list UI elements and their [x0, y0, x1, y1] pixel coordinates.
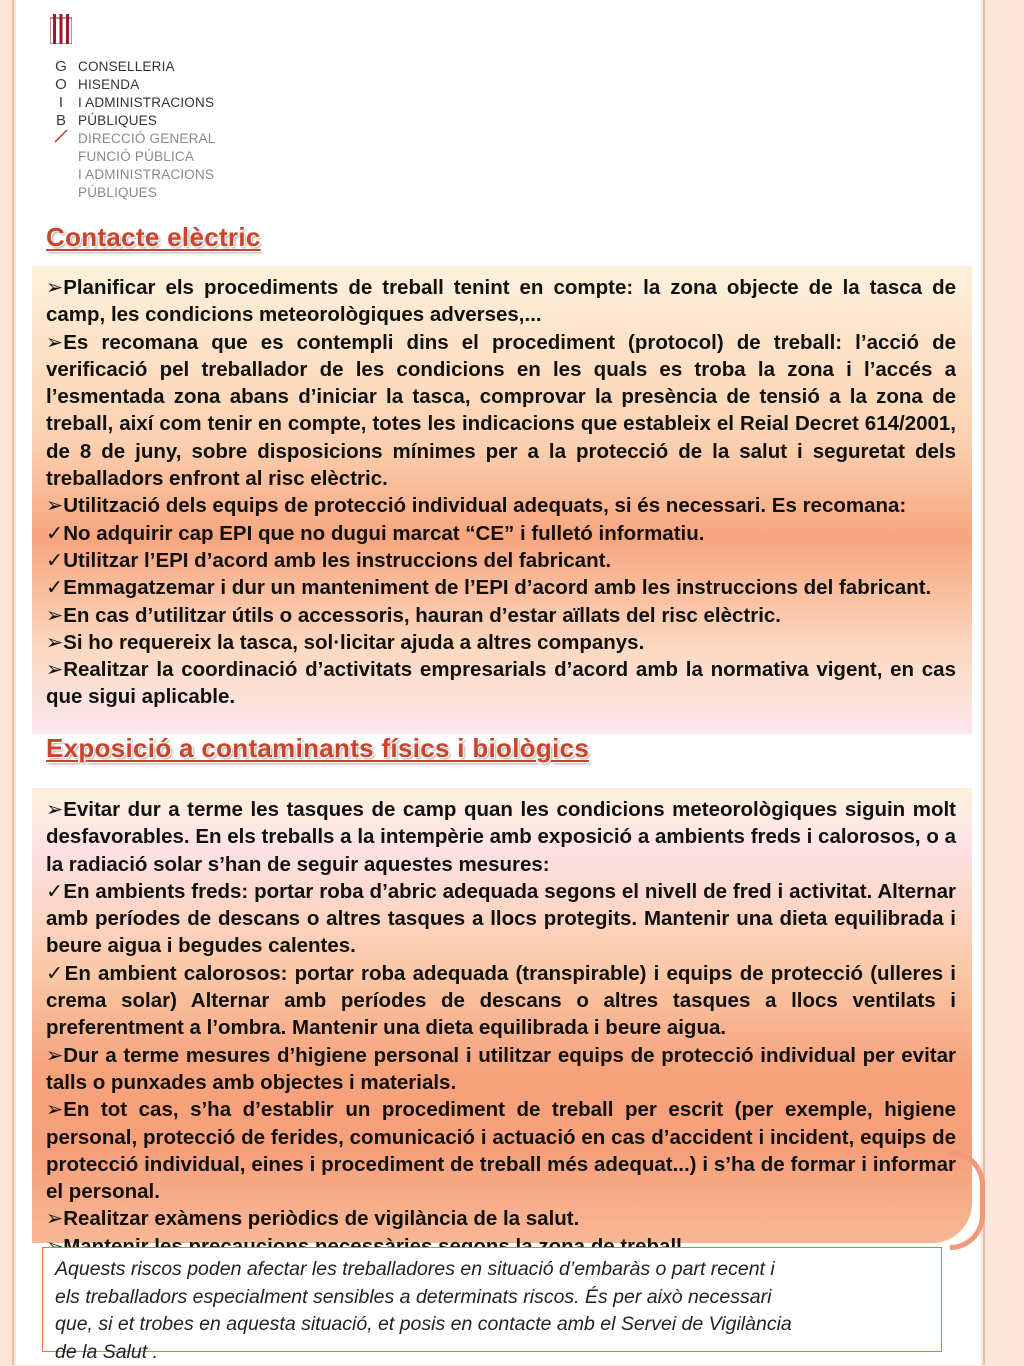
- note-line: que, si et trobes en aquesta situació, et posis en contacte amb el Servei de Vigilància: [55, 1311, 929, 1339]
- direccio-general-name: DIRECCIÓ GENERAL FUNCIÓ PÚBLICA I ADMINISTRACIONS PÚBLIQUES: [78, 130, 215, 202]
- list-item: ➢Es recomana que es contempli dins el procediment (protocol) de treball: l’acció de verificació pel treballador de les condicions en les quals es troba la zona i l’accés a l’esmentada zona abans d’iniciar la tasca, comprovar la presència de tensió a la zona de treball, així com tenir en compte, totes les indicacions que estableix el Reial Decret 614/2001, de 8 de juny, sobre disposicions mínimes per a la protecció de la salut i seguretat dels treballadors enfront al risc elèctric.: [46, 329, 956, 493]
- arrow-bullet-icon: ➢: [46, 1098, 63, 1121]
- arrow-bullet-icon: ➢: [46, 331, 63, 354]
- left-border-stripe: [12, 0, 14, 1365]
- note-line: els treballadors especialment sensibles a determinats riscos. És per això necessari: [55, 1284, 929, 1312]
- checkmark-icon: ✓: [46, 962, 65, 985]
- section2-list: [46, 796, 956, 1260]
- list-item: ➢En tot cas, s’ha d’establir un procediment de treball per escrit (per exemple, higiene personal, protecció de ferides, comunicació i actuació en cas d’accident i incident, equips de protecció individual, eines i procediment de treball més adequat...) i s’ha de formar i informar el personal.: [46, 1096, 956, 1205]
- list-item: ➢Utilització dels equips de protecció individual adequats, si és necessari. Es recomana:: [46, 492, 956, 519]
- list-item: ✓En ambient calorosos: portar roba adequada (transpirable) i equips de protecció (ulleres i crema solar) Alternar amb períodes de descans o altres tasques a llocs ventilats i preferentment a l’ombra. Mantenir una dieta equilibrada i beure aigua.: [46, 960, 956, 1042]
- checkmark-icon: ✓: [46, 549, 63, 572]
- list-item: ➢Dur a terme mesures d’higiene personal i utilitzar equips de protecció individual per evitar talls o punxades amb objectes i materials.: [46, 1042, 956, 1097]
- list-item: ➢Realitzar exàmens periòdics de vigilància de la salut.: [46, 1205, 956, 1232]
- arrow-bullet-icon: ➢: [46, 631, 63, 654]
- note-line: de la Salut .: [55, 1339, 929, 1366]
- list-item: ✓En ambients freds: portar roba d’abric adequada segons el nivell de fred i activitat. Alternar amb períodes de descans o altres tasques a llocs protegits. Mantenir una dieta equilibrada i beure aigua i begudes calentes.: [46, 878, 956, 960]
- arrow-bullet-icon: ➢: [46, 276, 63, 299]
- list-item: ➢Realitzar la coordinació d’activitats empresarials d’acord amb la normativa vigent, en cas que sigui aplicable.: [46, 656, 956, 711]
- list-item: ➢Evitar dur a terme les tasques de camp quan les condicions meteorològiques siguin molt desfavorables. En els treballs a la intempèrie amb exposició a ambients freds i calorosos, o a la radiació solar s’han de seguir aquestes mesures:: [46, 796, 956, 878]
- list-item: ✓Utilitzar l’EPI d’acord amb les instruccions del fabricant.: [46, 547, 956, 574]
- note-line: Aquests riscos poden afectar les treballadores en situació d’embaràs o part recent i: [55, 1256, 929, 1284]
- goib-letters: G O I B: [52, 58, 70, 130]
- coat-of-arms-icon: [50, 14, 72, 44]
- arrow-bullet-icon: ➢: [46, 658, 63, 681]
- pregnancy-risk-note: [42, 1247, 942, 1352]
- section1-list: [46, 274, 956, 711]
- logo-slash-icon: [54, 129, 68, 143]
- arrow-bullet-icon: ➢: [46, 494, 63, 517]
- section-title-contacte-electric: Contacte elèctric: [46, 222, 261, 253]
- goib-logo: [48, 14, 248, 204]
- arrow-bullet-icon: ➢: [46, 1044, 63, 1067]
- checkmark-icon: ✓: [46, 880, 63, 903]
- list-item: ✓No adquirir cap EPI que no dugui marcat “CE” i fulletó informatiu.: [46, 520, 956, 547]
- checkmark-icon: ✓: [46, 576, 63, 599]
- arrow-bullet-icon: ➢: [46, 1207, 63, 1230]
- list-item: ✓Emmagatzemar i dur un manteniment de l’EPI d’acord amb les instruccions del fabricant.: [46, 574, 956, 601]
- conselleria-name: CONSELLERIA HISENDA I ADMINISTRACIONS PÚBLIQUES: [78, 58, 214, 130]
- list-item: ➢Si ho requereix la tasca, sol·licitar ajuda a altres companys.: [46, 629, 956, 656]
- list-item: ➢En cas d’utilitzar útils o accessoris, hauran d’estar aïllats del risc elèctric.: [46, 602, 956, 629]
- list-item: ➢Planificar els procediments de treball tenint en compte: la zona objecte de la tasca de camp, les condicions meteorològiques adverses,...: [46, 274, 956, 329]
- section-title-contaminants: Exposició a contaminants físics i biològics: [46, 733, 589, 764]
- checkmark-icon: ✓: [46, 522, 63, 545]
- arrow-bullet-icon: ➢: [46, 604, 63, 627]
- arrow-bullet-icon: ➢: [46, 798, 63, 821]
- right-border-stripe: [983, 0, 985, 1365]
